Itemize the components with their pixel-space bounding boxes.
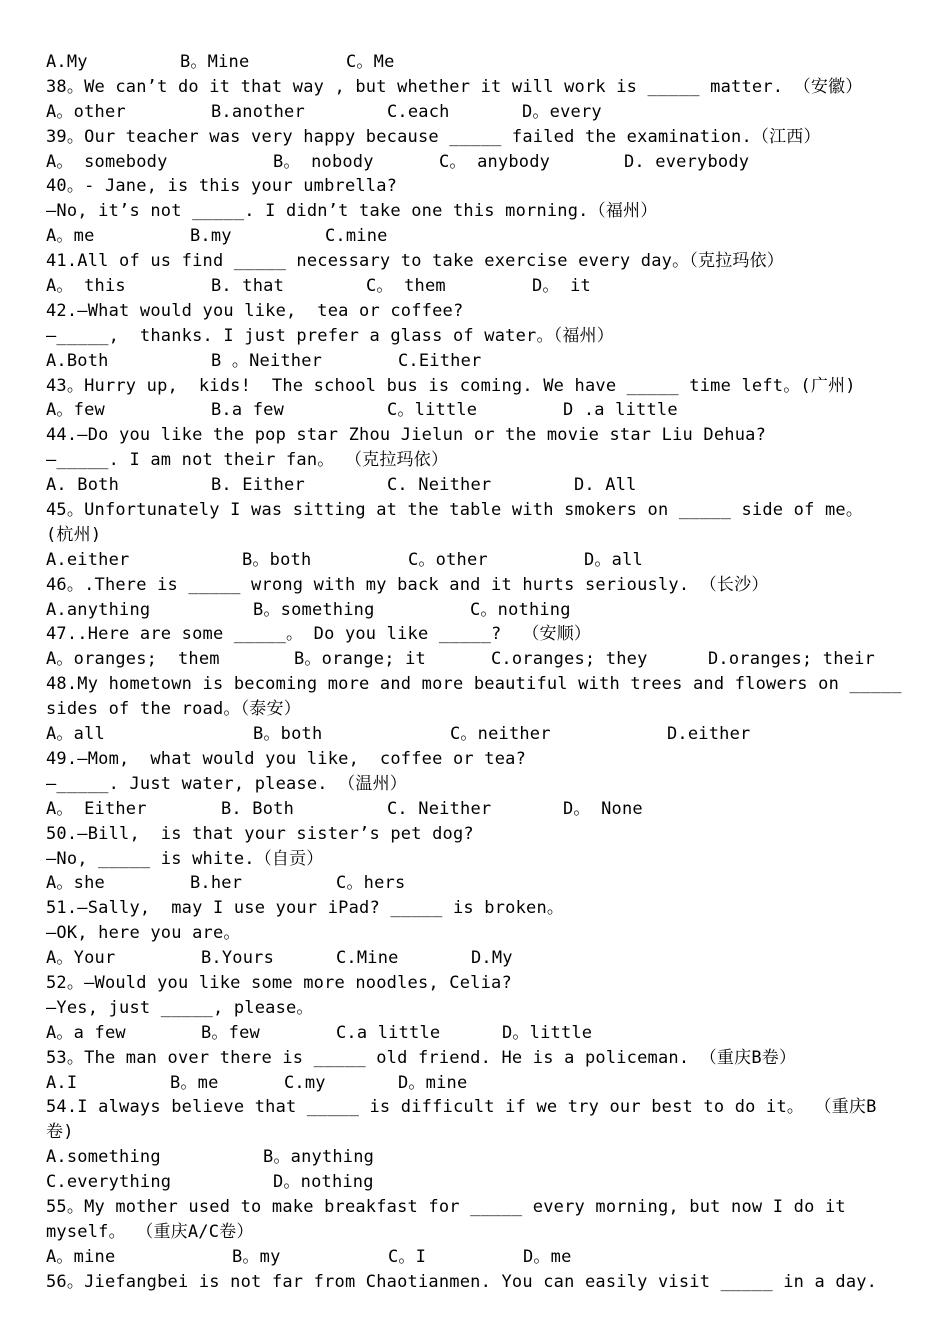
answer-option: C.Mine [336, 948, 399, 969]
answer-option: A. Both [46, 475, 120, 496]
answer-option: A。me [46, 226, 95, 247]
answer-option: C.oranges; they [491, 649, 648, 670]
options-line [46, 1145, 910, 1170]
answer-option: B 。Neither [211, 350, 323, 371]
question-line: —No, _____ is white.（自贡） [46, 848, 324, 869]
answer-option: C.everything [46, 1172, 172, 1193]
question-line: 47..Here are some _____。 Do you like _____? （安顺） [46, 624, 592, 645]
options-line [46, 50, 910, 75]
answer-option: C.my [284, 1072, 326, 1093]
question-line: 45。Unfortunately I was sitting at the table with smokers on _____ side of me。 [46, 500, 864, 521]
answer-option: A.Both [46, 350, 109, 371]
answer-option: B。both [242, 549, 312, 570]
question-line: 卷) [46, 1122, 74, 1143]
options-line [46, 473, 910, 498]
options-line [46, 722, 910, 747]
options-line [46, 274, 910, 299]
question-line: —_____, thanks. I just prefer a glass of water。（福州） [46, 325, 614, 346]
question-line: 49.—Mom, what would you like, coffee or tea? [46, 748, 527, 769]
question-line: 56。Jiefangbei is not far from Chaotianmen. You can easily visit _____ in a day. [46, 1271, 878, 1292]
answer-option: D.My [471, 948, 513, 969]
answer-option: A。a few [46, 1022, 126, 1043]
answer-option: C. Neither [387, 798, 492, 819]
options-line [46, 946, 910, 971]
answer-option: C。nothing [470, 599, 571, 620]
question-line: (杭州) [46, 524, 102, 545]
answer-option: C.a little [336, 1022, 441, 1043]
answer-option: B.another [211, 101, 305, 122]
answer-option: A。she [46, 873, 105, 894]
answer-option: D。 it [532, 276, 591, 297]
question-line: 39。Our teacher was very happy because _____ failed the examination.（江西） [46, 126, 821, 147]
options-line [46, 647, 910, 672]
answer-option: C。other [408, 549, 488, 570]
question-line: 52。—Would you like some more noodles, Celia? [46, 972, 512, 993]
answer-option: A.something [46, 1147, 161, 1168]
answer-option: B.Yours [201, 948, 275, 969]
options-line [46, 1245, 910, 1270]
answer-option: C。little [387, 400, 478, 421]
document-body [46, 50, 910, 1295]
question-line: 50.—Bill, is that your sister’s pet dog? [46, 823, 474, 844]
options-line [46, 349, 910, 374]
answer-option: A。 somebody [46, 151, 168, 172]
answer-option: C。hers [336, 873, 406, 894]
question-line: 48.My hometown is becoming more and more beautiful with trees and flowers on _____ [46, 674, 902, 695]
answer-option: C。I [388, 1246, 427, 1267]
answer-option: D.either [667, 724, 751, 745]
answer-option: A。few [46, 400, 105, 421]
answer-option: D。me [523, 1246, 572, 1267]
answer-option: A。 this [46, 276, 126, 297]
answer-option: C。 anybody [439, 151, 551, 172]
question-line: 46。.There is _____ wrong with my back and it hurts seriously. （长沙） [46, 574, 769, 595]
question-line: —No, it’s not _____. I didn’t take one this morning.（福州） [46, 201, 658, 222]
question-line: —_____. Just water, please. （温州） [46, 773, 407, 794]
question-line: myself。 （重庆A/C卷） [46, 1221, 254, 1242]
answer-option: D。little [502, 1022, 593, 1043]
options-line [46, 100, 910, 125]
answer-option: B。anything [263, 1147, 375, 1168]
answer-option: C.each [387, 101, 450, 122]
answer-option: A.anything [46, 599, 151, 620]
answer-option: A.My [46, 52, 88, 72]
options-line [46, 797, 910, 822]
answer-option: C。Me [346, 52, 395, 72]
options-line [46, 150, 910, 175]
answer-option: B. Both [221, 798, 295, 819]
options-line [46, 1021, 910, 1046]
question-line: 53。The man over there is _____ old friend. He is a policeman. （重庆B卷） [46, 1047, 797, 1068]
question-line: 54.I always believe that _____ is difficult if we try our best to do it。 （重庆B [46, 1097, 877, 1118]
answer-option: B。my [232, 1246, 281, 1267]
answer-option: C. Neither [387, 475, 492, 496]
answer-option: B。Mine [180, 52, 250, 72]
answer-option: B。orange; it [294, 649, 426, 670]
answer-option: B.her [190, 873, 243, 894]
options-line [46, 871, 910, 896]
answer-option: B。both [253, 724, 323, 745]
options-line [46, 398, 910, 423]
question-line: 55。My mother used to make breakfast for _____ every morning, but now I do it [46, 1196, 846, 1217]
answer-option: B。something [253, 599, 375, 620]
answer-option: A。Your [46, 948, 116, 969]
question-line: 43。Hurry up, kids! The school bus is coming. We have _____ time left。(广州) [46, 375, 856, 396]
answer-option: C。neither [450, 724, 551, 745]
answer-option: D。nothing [273, 1172, 374, 1193]
options-line [46, 598, 910, 623]
answer-option: B.my [190, 226, 232, 247]
options-line [46, 224, 910, 249]
answer-option: C。 them [366, 276, 446, 297]
options-line [46, 548, 910, 573]
question-line: —OK, here you are。 [46, 923, 241, 944]
answer-option: D。all [584, 549, 643, 570]
answer-option: A。all [46, 724, 105, 745]
question-line: 40。- Jane, is this your umbrella? [46, 176, 398, 197]
answer-option: B。 nobody [273, 151, 374, 172]
answer-option: D. All [574, 475, 637, 496]
question-line: 42.—What would you like, tea or coffee? [46, 300, 464, 321]
answer-option: A。other [46, 101, 126, 122]
answer-option: B。me [170, 1072, 219, 1093]
answer-option: A.I [46, 1072, 78, 1093]
question-line: —Yes, just _____, please。 [46, 997, 314, 1018]
answer-option: D。every [522, 101, 602, 122]
answer-option: C.mine [325, 226, 388, 247]
question-line: 44.—Do you like the pop star Zhou Jielun or the movie star Liu Dehua? [46, 425, 767, 446]
answer-option: D. everybody [624, 151, 750, 172]
answer-option: D。 None [563, 798, 643, 819]
answer-option: B。few [201, 1022, 260, 1043]
answer-option: A。 Either [46, 798, 147, 819]
answer-option: B. Either [211, 475, 305, 496]
answer-option: A.either [46, 549, 130, 570]
options-line [46, 1170, 910, 1195]
answer-option: D。mine [398, 1072, 468, 1093]
answer-option: B.a few [211, 400, 285, 421]
question-line: 38。We can’t do it that way , but whether it will work is _____ matter. （安徽） [46, 76, 863, 97]
answer-option: A。mine [46, 1246, 116, 1267]
answer-option: D .a little [563, 400, 678, 421]
answer-option: A。oranges; them [46, 649, 220, 670]
answer-option: B. that [211, 276, 285, 297]
question-line: 51.—Sally, may I use your iPad? _____ is broken。 [46, 898, 565, 919]
question-line: sides of the road。（泰安） [46, 699, 301, 720]
options-line [46, 1071, 910, 1096]
answer-option: C.Either [398, 350, 482, 371]
answer-option: D.oranges; their [708, 649, 875, 670]
question-line: 41.All of us find _____ necessary to take exercise every day。（克拉玛依） [46, 251, 784, 272]
question-line: —_____. I am not their fan。 （克拉玛依） [46, 450, 449, 471]
